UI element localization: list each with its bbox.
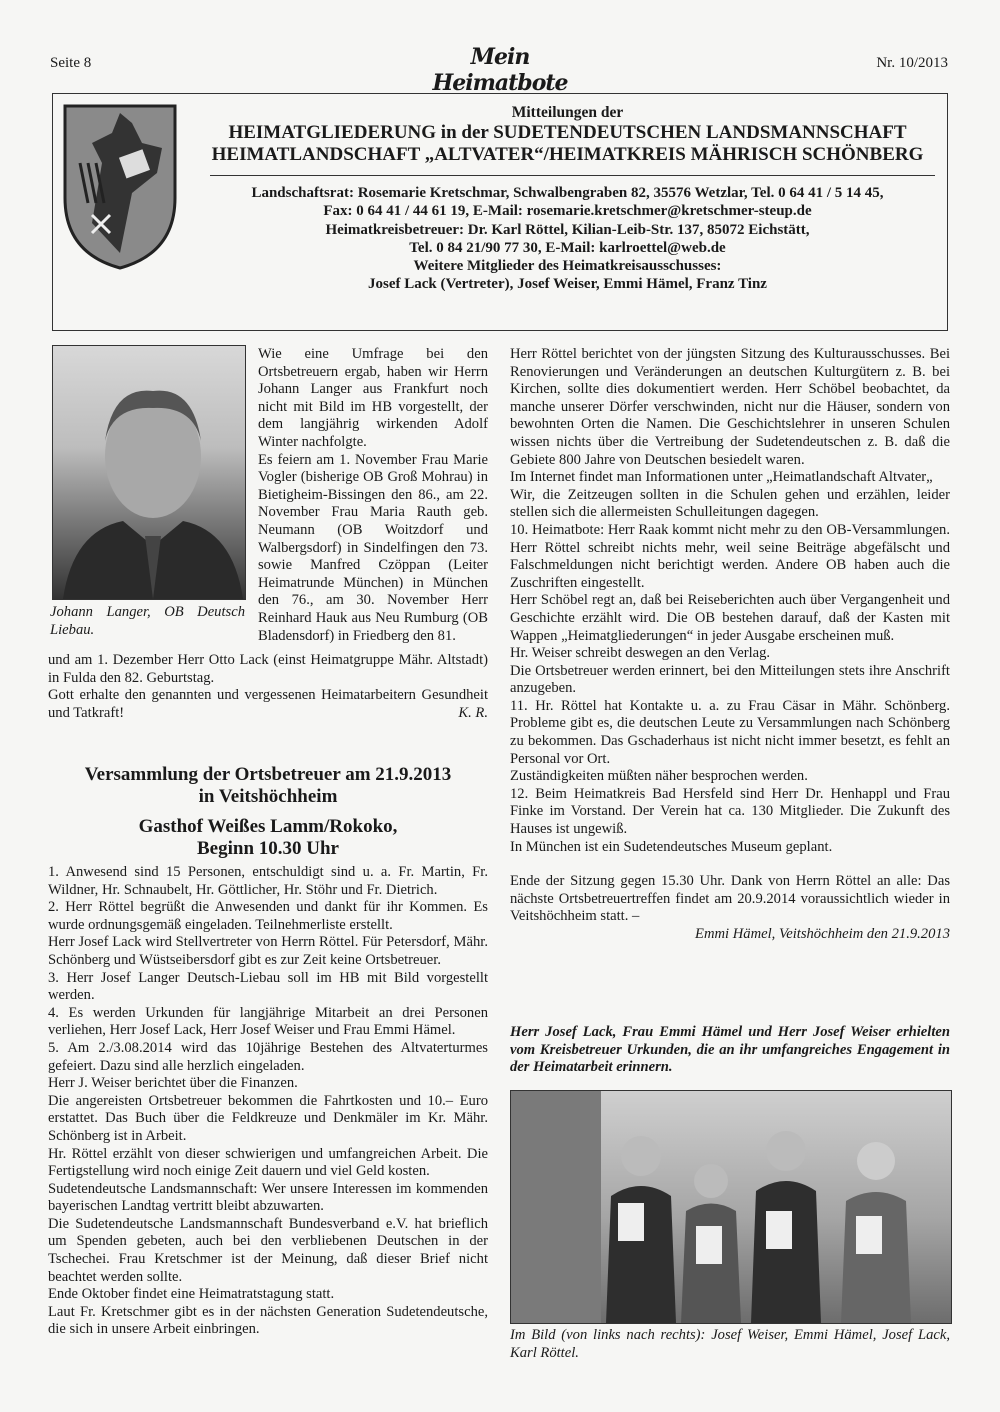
- article-paragraph: 12. Beim Heimatkreis Bad Hersfeld sind Herr Dr. Henhappl und Frau Finke im Vorstand. Der Verein hat ca. 130 Mitglieder. Die Zukunft des Hauses ist ungewiß.: [510, 785, 950, 838]
- article-paragraph: Hr. Röttel erzählt von dieser schwierigen und umfangreichen Arbeit. Die Fertigstellung wird noch einige Zeit dauern und viel Geld kosten.: [48, 1145, 488, 1180]
- issue-number: Nr. 10/2013: [876, 55, 948, 71]
- article-paragraph: Im Internet findet man Informationen unter „Heimatlandschaft Altvater„: [510, 469, 933, 486]
- portrait-photo: [52, 345, 246, 600]
- award-photo-caption: Im Bild (von links nach rechts): Josef Weiser, Emmi Hämel, Josef Lack, Karl Röttel.: [510, 1327, 950, 1361]
- box-subtitle: HEIMATLANDSCHAFT „ALTVATER“/HEIMATKREIS MÄHRISCH SCHÖNBERG: [211, 144, 924, 165]
- group-people-icon: [511, 1091, 951, 1323]
- award-photo: [510, 1090, 952, 1324]
- portrait-caption: Johann Langer, OB Deutsch Liebau.: [50, 604, 245, 638]
- award-lead: Herr Josef Lack, Frau Emmi Hämel und Herr Josef Weiser erhielten vom Kreisbetreuer Urkunden, die an ihr umfangreiches Engagement in der Heimatarbeit erinnern.: [510, 1024, 950, 1076]
- article-signature: Emmi Hämel, Veitshöchheim den 21.9.2013: [695, 926, 950, 942]
- article-paragraph: Die Sudetendeutsche Landsmannschaft Bundesverband e.V. hat brieflich um Spenden gebeten, auch bei den verbliebenen Deutschen in der Tschechei. Frau Kretschmer ist der Meinung, daß dieser Brief nicht beachtet werden sollte.: [48, 1215, 488, 1285]
- article-title: Versammlung der Ortsbetreuer am 21.9.2013: [84, 764, 452, 785]
- masthead-logo: Mein Heimatbote: [432, 44, 568, 96]
- contact-line: Landschaftsrat: Rosemarie Kretschmar, Schwalbengraben 82, 35576 Wetzlar, Tel. 0 64 41 / 5 14 45,: [251, 185, 884, 201]
- contact-line: Josef Lack (Vertreter), Josef Weiser, Emmi Hämel, Franz Tinz: [368, 276, 767, 293]
- association-header: [190, 103, 945, 294]
- article-paragraph: 4. Es werden Urkunden für langjährige Mitarbeit an drei Personen verliehen, Herr Josef Lack, Herr Josef Weiser und Frau Emmi Hämel.: [48, 1004, 488, 1039]
- article-title: in Veitshöchheim: [198, 786, 338, 807]
- intro-column: [258, 346, 488, 645]
- intro-paragraph: Gott erhalte den genannten und vergessenen Heimatarbeitern Gesundheit und Tatkraft!: [48, 687, 488, 721]
- box-intro: Mitteilungen der: [511, 104, 624, 121]
- article-title: Gasthof Weißes Lamm/Rokoko,: [138, 816, 398, 837]
- article-paragraph: Hr. Weiser schreibt deswegen an den Verlag.: [510, 645, 771, 662]
- article-title: Beginn 10.30 Uhr: [197, 838, 339, 859]
- article-paragraph: 3. Herr Josef Langer Deutsch-Liebau soll im HB mit Bild vorgestellt werden.: [48, 969, 488, 1004]
- intro-paragraph: Wie eine Umfrage bei den Ortsbetreuern ergab, haben wir Herrn Johann Langer aus Frankfurt noch nicht mit Bild im HB vorgestellt, der dem langjährig wirkenden Adolf Winter nachfolgte.: [258, 346, 488, 450]
- article-paragraph: Ende Oktober findet eine Heimatratstagung statt.: [48, 1286, 335, 1303]
- coat-of-arms-icon: [62, 103, 178, 271]
- intro-paragraph: und am 1. Dezember Herr Otto Lack (einst Heimatgruppe Mähr. Altstadt) in Fulda den 82. Geburtstag.: [48, 652, 488, 686]
- article-heading: [48, 764, 488, 860]
- article-right-column: [510, 346, 950, 944]
- page-number: Seite 8: [50, 55, 92, 71]
- article-paragraph: Herr J. Weiser berichtet über die Finanzen.: [48, 1075, 298, 1092]
- intro-continuation: [48, 652, 488, 722]
- article-paragraph: 1. Anwesend sind 15 Personen, entschuldigt sind u. a. Fr. Martin, Fr. Wildner, Hr. Schnaubelt, Hr. Göttlicher, Hr. Stöhr und Fr. Dietrich.: [48, 864, 488, 898]
- article-paragraph: Die angereisten Ortsbetreuer bekommen die Fahrtkosten und 10.– Euro erstattet. Das Buch über die Feldkreuze und Denkmäler im Kr. Mähr. Schönberg ist in Arbeit.: [48, 1092, 488, 1144]
- article-paragraph: In München ist ein Sudetendeutsches Museum geplant.: [510, 838, 833, 855]
- intro-paragraph: Es feiern am 1. November Frau Marie Vogler (bisherige OB Groß Mohrau) in Bietigheim-Bissingen den 86., am 22. November Frau Maria Rauth geb. Neumann (OB Woitzdorf und Walbergsdorf) in Sindelfingen den 73. sowie Manfred Czöppan (Leiter Heimatrunde München) in München den 76., am 30. November Herr Reinhard Hauk aus Neu Rumburg (OB Bladensdorf) in Friedberg den 81.: [258, 451, 488, 644]
- article-paragraph: 11. Hr. Röttel hat Kontakte u. a. zu Frau Cäsar in Mähr. Schönberg. Probleme gibt es, die deutschen Leute zu Versammlungen nach Schönberg zu bekommen. Das Gschaderhaus ist nicht nicht immer besetzt, es fehlt an Personal vor Ort.: [510, 697, 950, 767]
- article-paragraph: Herr Josef Lack wird Stellvertreter von Herrn Röttel. Für Petersdorf, Mähr. Schönberg und Wüstseibersdorf gibt es zur Zeit keine Ortsbetreuer.: [48, 934, 488, 968]
- article-paragraph: Herr Schöbel regt an, daß bei Reiseberichten auch über Vergangenheit und Geschichte erzählt wird. Die OB bestehen darauf, daß der Kasten mit Wappen „Heimatgliederungen“ in jeder Ausgabe erscheinen muß.: [510, 592, 950, 644]
- article-paragraph: 2. Herr Röttel begrüßt die Anwesenden und dankt für ihr Kommen. Es wurde ordnungsgemäß eingeladen. Teilnehmerliste erstellt.: [48, 899, 488, 933]
- intro-signature: K. R.: [458, 704, 488, 721]
- divider: [210, 175, 935, 176]
- article-paragraph: Die Ortsbetreuer werden erinnert, bei den Mitteilungen stets ihre Anschrift anzugeben.: [510, 662, 950, 697]
- article-paragraph: Laut Fr. Kretschmer gibt es in der nächsten Generation Sudetendeutsche, die sich in unsere Arbeit einbringen.: [48, 1303, 488, 1338]
- article-closing: Ende der Sitzung gegen 15.30 Uhr. Dank von Herrn Röttel an alle: Das nächste Ortsbetreuertreffen findet am 20.9.2014 voraussichtlich wieder in Veitshöchheim statt. –: [510, 873, 950, 925]
- article-paragraph: 10. Heimatbote: Herr Raak kommt nicht mehr zu den OB-Versammlungen. Herr Röttel schreibt nichts mehr, weil seine Beiträge abgefälscht und Falschmeldungen nicht berichtigt werden. Andere OB haben auch die Zuschriften eingestellt.: [510, 521, 950, 591]
- article-left-column: [48, 864, 488, 1339]
- box-title: HEIMATGLIEDERUNG in der SUDETENDEUTSCHEN LANDSMANNSCHAFT: [228, 122, 907, 143]
- article-paragraph: Zuständigkeiten müßten näher besprochen werden.: [510, 768, 808, 785]
- contact-line: Fax: 0 64 41 / 44 61 19, E-Mail: rosemarie.kretschmer@kretschmer-steup.de: [323, 203, 812, 220]
- article-paragraph: Wir, die Zeitzeugen sollten in die Schulen gehen und erzählen, leider stellen sich die allermeisten Schulleitungen dagegen.: [510, 486, 950, 521]
- article-paragraph: Sudetendeutsche Landsmannschaft: Wer unsere Interessen im kommenden bayerischen Landtag vertritt bleibt abzuwarten.: [48, 1180, 488, 1215]
- portrait-person-icon: [53, 346, 245, 599]
- contact-line: Weitere Mitglieder des Heimatkreisausschusses:: [413, 258, 722, 275]
- article-paragraph: 5. Am 2./3.08.2014 wird das 10jährige Bestehen des Altvaterturmes gefeiert. Dazu sind alle herzlich eingeladen.: [48, 1039, 488, 1074]
- article-paragraph: Herr Röttel berichtet von der jüngsten Sitzung des Kulturausschusses. Bei Renovierungen und Veränderungen an deutschen Kulturgütern z. B. bei Kirchen, sollte dies dokumentiert werden. Herr Schöbel beobachtet, da manche unserer Dörfer verschwinden, nicht nur die Häuser, sondern von bewohnten Orten die Namen. Die Geschichtslehrer in unseren Schulen wissen nichts über die Vertreibung der Sudetendeutschen z. B. daß die Gebiete 800 Jahre von Deutschen besiedelt waren.: [510, 346, 950, 468]
- contact-line: Tel. 0 84 21/90 77 30, E-Mail: karlroettel@web.de: [409, 239, 726, 256]
- contact-line: Heimatkreisbetreuer: Dr. Karl Röttel, Kilian-Leib-Str. 137, 85072 Eichstätt,: [325, 221, 810, 238]
